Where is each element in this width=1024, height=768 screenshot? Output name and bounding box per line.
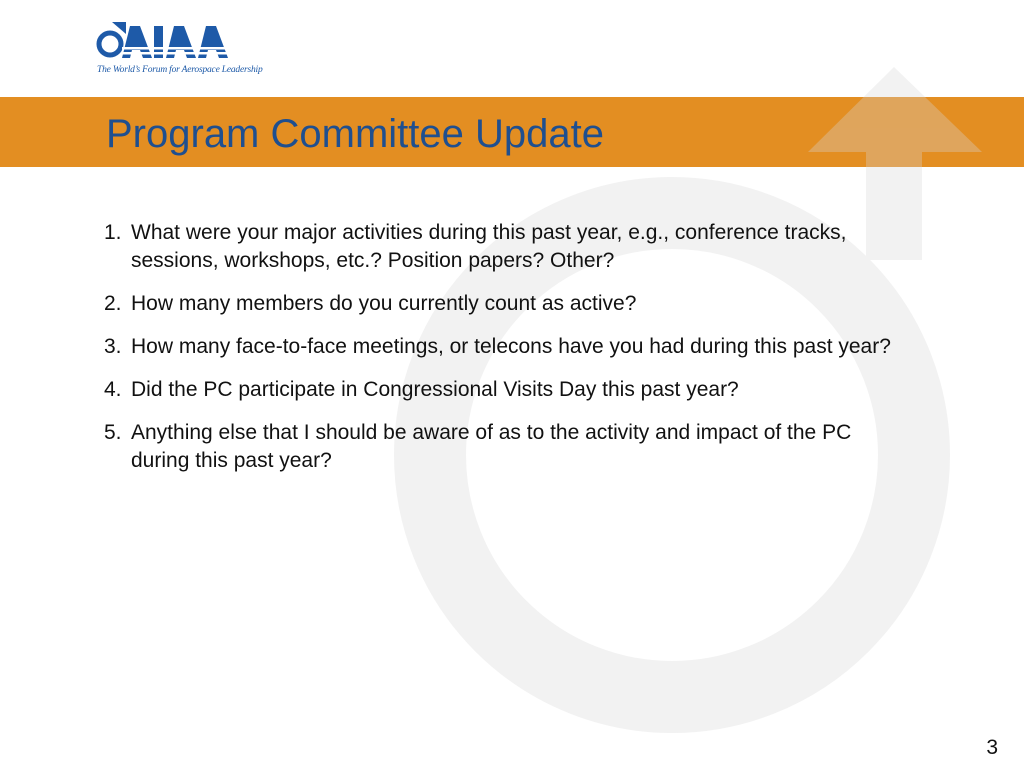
slide-title: Program Committee Update bbox=[106, 112, 604, 156]
logo-tagline: The World’s Forum for Aerospace Leadership bbox=[97, 65, 263, 75]
list-item-text: How many face-to-face meetings, or telecons have you had during this past year? bbox=[131, 335, 891, 358]
question-list bbox=[104, 219, 914, 490]
list-item bbox=[104, 333, 914, 361]
list-item-number: 1. bbox=[104, 221, 122, 244]
list-item bbox=[104, 419, 914, 475]
list-item-text: Did the PC participate in Congressional Visits Day this past year? bbox=[131, 378, 739, 401]
list-item bbox=[104, 219, 914, 275]
list-item-number: 2. bbox=[104, 292, 122, 315]
list-item-text: How many members do you currently count as active? bbox=[131, 292, 637, 315]
list-item bbox=[104, 376, 914, 404]
list-item-number: 5. bbox=[104, 421, 122, 444]
list-item-text: What were your major activities during this past year, e.g., conference tracks, sessions, workshops, etc.? Position papers? Other? bbox=[131, 221, 847, 272]
list-item bbox=[104, 290, 914, 318]
list-item-number: 4. bbox=[104, 378, 122, 401]
list-item-number: 3. bbox=[104, 335, 122, 358]
list-item-text: Anything else that I should be aware of as to the activity and impact of the PC during this past year? bbox=[131, 421, 852, 472]
page-number: 3 bbox=[986, 736, 998, 759]
